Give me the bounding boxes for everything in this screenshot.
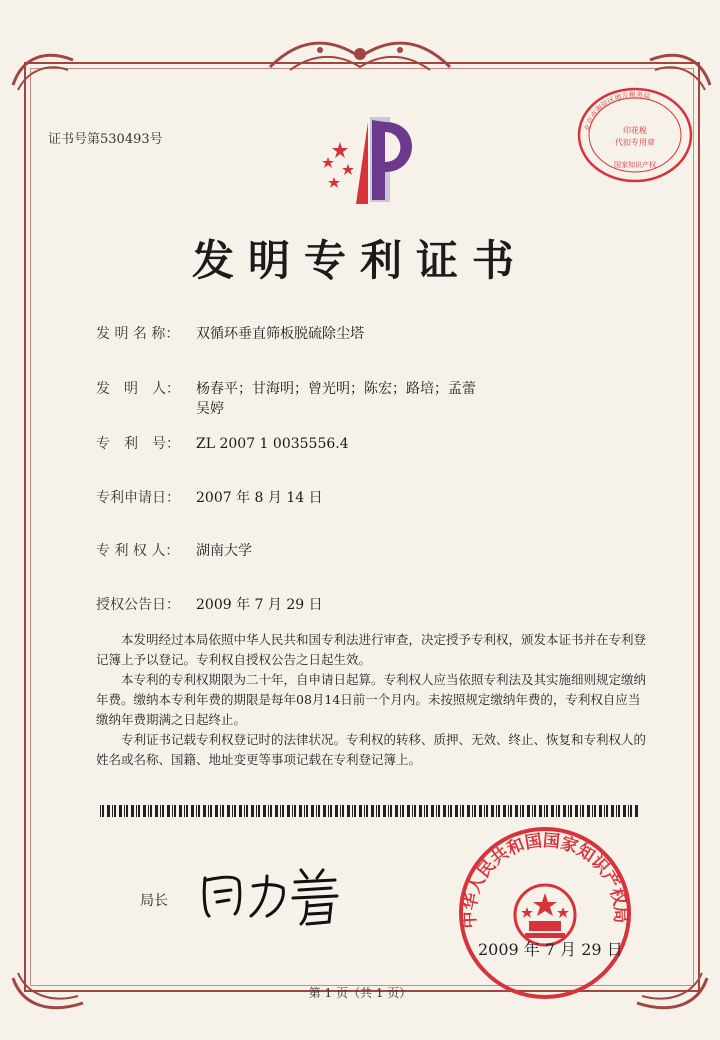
barcode-bar [534, 805, 536, 817]
barcode-bar [234, 805, 236, 817]
barcode-bar [299, 805, 302, 817]
barcode-bar [220, 805, 221, 817]
barcode-bar [628, 805, 629, 817]
barcode-bar [479, 805, 482, 817]
body-paragraph: 本发明经过本局依照中华人民共和国专利法进行审查，决定授予专利权，颁发本证书并在专利登记簿上予以登记。专利权自授权公告之日起生效。 [96, 632, 647, 667]
barcode-bar [352, 805, 353, 817]
barcode-bar [114, 805, 116, 817]
barcode-bar [263, 805, 266, 817]
page-number: 第 1 页（共 1 页） [308, 986, 412, 1000]
issue-date: 2009 年 7 月 29 日 [478, 940, 623, 959]
corner-ornament-tl [8, 45, 78, 95]
barcode [100, 805, 640, 817]
barcode-bar [436, 805, 437, 817]
barcode-bar [563, 805, 566, 817]
office-seal [455, 823, 635, 1003]
barcode-bar [306, 805, 308, 817]
barcode-bar [232, 805, 233, 817]
barcode-bar [222, 805, 224, 817]
barcode-bar [491, 805, 494, 817]
barcode-bar [424, 805, 425, 817]
barcode-bar [162, 805, 164, 817]
barcode-bar [580, 805, 581, 817]
barcode-bar [371, 805, 374, 817]
barcode-bar [210, 805, 212, 817]
barcode-bar [167, 805, 170, 817]
barcode-bar [412, 805, 413, 817]
barcode-bar [150, 805, 152, 817]
field-value: 2007 年 8 月 14 日 [196, 490, 323, 506]
barcode-bar [527, 805, 530, 817]
barcode-bar [112, 805, 113, 817]
barcode-bar [340, 805, 341, 817]
barcode-bar [354, 805, 356, 817]
barcode-bar [102, 805, 104, 817]
certificate-title: 发明专利证书 [191, 236, 528, 285]
barcode-bar [546, 805, 548, 817]
field-value: 杨春平；甘海明；曾光明；陈宏；路培；孟蕾 [196, 381, 476, 397]
barcode-bar [124, 805, 125, 817]
top-ornament [260, 32, 460, 82]
field-value-continued: 吴婷 [196, 401, 224, 417]
barcode-bar [568, 805, 569, 817]
national-emblem-icon [515, 885, 575, 945]
chief-label: 局长 [140, 893, 168, 909]
barcode-bar [107, 805, 110, 817]
barcode-bar [431, 805, 434, 817]
barcode-bar [448, 805, 449, 817]
barcode-bar [208, 805, 209, 817]
barcode-bar [304, 805, 305, 817]
field-label: 发 明 人： [96, 381, 180, 397]
barcode-bar [246, 805, 248, 817]
barcode-bar [136, 805, 137, 817]
tax-stamp-seal [575, 85, 695, 185]
barcode-bar [414, 805, 416, 817]
certificate-number: 证书号第530493号 [48, 132, 163, 147]
barcode-bar [460, 805, 461, 817]
barcode-bar [282, 805, 284, 817]
barcode-bar [582, 805, 584, 817]
barcode-bar [196, 805, 197, 817]
patent-office-logo-icon [310, 112, 430, 212]
seal-text: 中华人民共和国国家知识产权局 [459, 830, 631, 929]
barcode-bar [275, 805, 278, 817]
barcode-bar [294, 805, 296, 817]
barcode-bar [419, 805, 422, 817]
barcode-bar [318, 805, 320, 817]
seal-inner-text: 代扣专用章 [615, 138, 655, 147]
field-label: 专 利 号： [96, 436, 180, 452]
barcode-bar [592, 805, 593, 817]
barcode-bar [587, 805, 590, 817]
field-application-date [96, 487, 323, 507]
barcode-bar [438, 805, 440, 817]
barcode-bar [174, 805, 176, 817]
barcode-bar [558, 805, 560, 817]
barcode-bar [532, 805, 533, 817]
field-value: 湖南大学 [196, 543, 252, 559]
barcode-bar [227, 805, 230, 817]
barcode-bar [292, 805, 293, 817]
barcode-bar [426, 805, 428, 817]
barcode-bar [544, 805, 545, 817]
barcode-bar [359, 805, 362, 817]
barcode-bar [443, 805, 446, 817]
barcode-bar [450, 805, 452, 817]
barcode-bar [335, 805, 338, 817]
field-value: 2009 年 7 月 29 日 [196, 597, 323, 613]
barcode-bar [402, 805, 404, 817]
barcode-bar [378, 805, 380, 817]
barcode-bar [472, 805, 473, 817]
barcode-bar [203, 805, 206, 817]
field-value: ZL 2007 1 0035556.4 [196, 436, 349, 452]
field-invention-name [96, 323, 364, 343]
barcode-bar [623, 805, 626, 817]
barcode-bar [330, 805, 332, 817]
barcode-bar [287, 805, 290, 817]
barcode-bar [630, 805, 632, 817]
barcode-bar [575, 805, 578, 817]
barcode-bar [467, 805, 470, 817]
barcode-bar [395, 805, 398, 817]
barcode-bar [496, 805, 497, 817]
field-label: 专利申请日： [96, 490, 180, 506]
seal-outer-text: 北京市海淀区地方税务局 [583, 90, 651, 133]
barcode-bar [138, 805, 140, 817]
barcode-bar [347, 805, 350, 817]
barcode-bar [258, 805, 260, 817]
certificate-body [96, 630, 652, 770]
barcode-bar [251, 805, 254, 817]
barcode-bar [599, 805, 602, 817]
barcode-bar [616, 805, 617, 817]
barcode-bar [280, 805, 281, 817]
field-grant-date [96, 594, 323, 614]
field-value: 双循环垂直筛板脱硫除尘塔 [196, 326, 364, 342]
barcode-bar [508, 805, 509, 817]
barcode-bar [462, 805, 464, 817]
barcode-bar [191, 805, 194, 817]
barcode-bar [244, 805, 245, 817]
director-signature [195, 858, 355, 928]
barcode-bar [570, 805, 572, 817]
barcode-bar [256, 805, 257, 817]
svg-text:中华人民共和国国家知识产权局 [459, 831, 631, 929]
barcode-bar [316, 805, 317, 817]
barcode-bar [328, 805, 329, 817]
barcode-bar [342, 805, 344, 817]
barcode-bar [539, 805, 542, 817]
barcode-bar [388, 805, 389, 817]
barcode-bar [376, 805, 377, 817]
barcode-bar [407, 805, 410, 817]
barcode-bar [131, 805, 134, 817]
barcode-bar [522, 805, 524, 817]
barcode-bar [556, 805, 557, 817]
barcode-bar [503, 805, 506, 817]
seal-inner-text: 印花税 [623, 126, 647, 135]
barcode-bar [100, 805, 101, 817]
barcode-bar [635, 805, 638, 817]
barcode-bar [383, 805, 386, 817]
barcode-bar [126, 805, 128, 817]
barcode-bar [311, 805, 314, 817]
barcode-bar [323, 805, 326, 817]
barcode-bar [179, 805, 182, 817]
field-label: 授权公告日： [96, 597, 180, 613]
barcode-bar [594, 805, 596, 817]
barcode-bar [270, 805, 272, 817]
body-paragraph: 专利证书记载专利权登记时的法律状况。专利权的转移、质押、无效、终止、恢复和专利权人的姓名或名称、国籍、地址变更等事项记载在专利登记簿上。 [96, 732, 647, 767]
barcode-bar [606, 805, 608, 817]
barcode-bar [486, 805, 488, 817]
field-patent-number [96, 433, 349, 453]
barcode-bar [515, 805, 518, 817]
barcode-bar [520, 805, 521, 817]
barcode-bar [148, 805, 149, 817]
barcode-bar [498, 805, 500, 817]
barcode-bar [186, 805, 188, 817]
barcode-bar [184, 805, 185, 817]
barcode-bar [551, 805, 554, 817]
barcode-bar [455, 805, 458, 817]
field-patentee [96, 540, 252, 560]
barcode-bar [119, 805, 122, 817]
barcode-bar [268, 805, 269, 817]
barcode-bar [484, 805, 485, 817]
barcode-bar [215, 805, 218, 817]
barcode-bar [400, 805, 401, 817]
barcode-bar [611, 805, 614, 817]
field-label: 专 利 权 人： [96, 543, 180, 559]
body-paragraph: 本专利的专利权期限为二十年，自申请日起算。专利权人应当依照专利法及其实施细则规定缴纳年费。缴纳本专利年费的期限是每年08月14日前一个月内。未按照规定缴纳年费的，专利权自应当缴纳年费期满之日起终止。 [96, 672, 647, 727]
barcode-bar [366, 805, 368, 817]
field-inventors [96, 378, 476, 417]
barcode-bar [239, 805, 242, 817]
barcode-bar [390, 805, 392, 817]
barcode-bar [155, 805, 158, 817]
field-label: 发 明 名 称： [96, 326, 180, 342]
barcode-bar [160, 805, 161, 817]
barcode-bar [172, 805, 173, 817]
seal-bottom-text: 国家知识产权 [614, 161, 656, 169]
barcode-bar [364, 805, 365, 817]
barcode-bar [604, 805, 605, 817]
barcode-bar [198, 805, 200, 817]
barcode-bar [474, 805, 476, 817]
barcode-bar [510, 805, 512, 817]
barcode-bar [618, 805, 620, 817]
barcode-bar [143, 805, 146, 817]
